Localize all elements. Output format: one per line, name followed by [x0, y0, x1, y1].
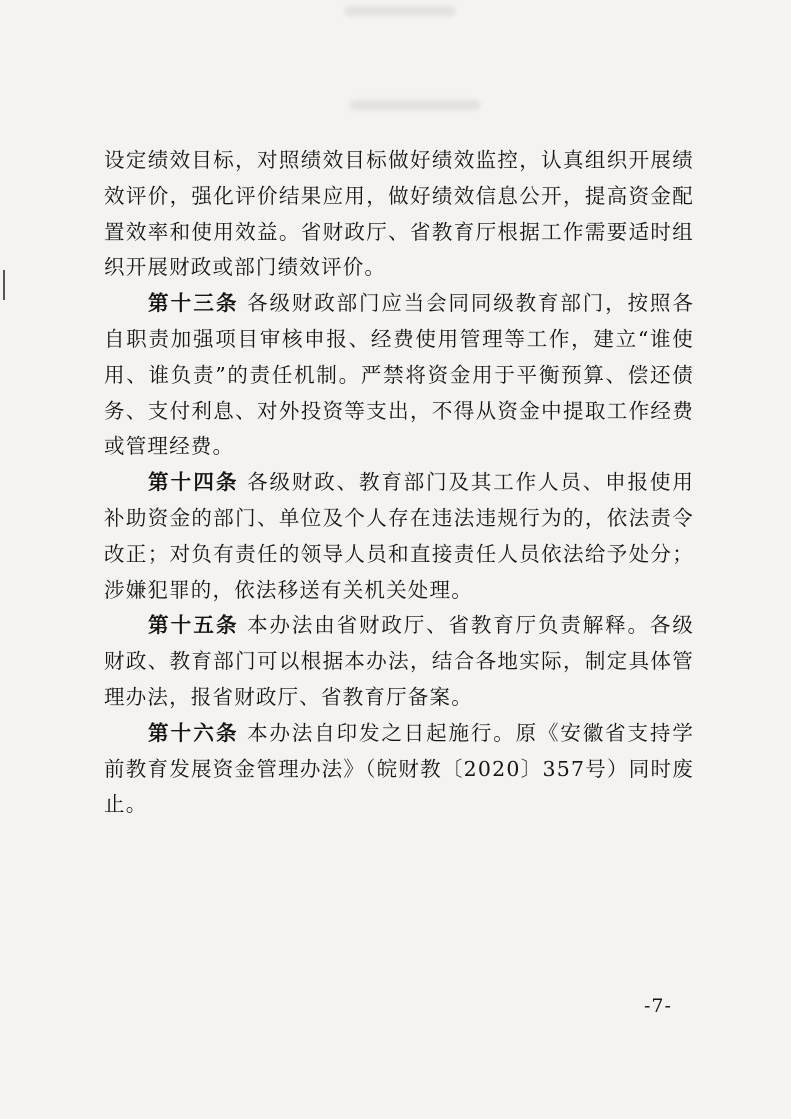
- article-14: [104, 465, 694, 608]
- show-through-artifact: [350, 100, 480, 110]
- article-text: 本办法由省财政厅、省教育厅负责解释。各级财政、教育部门可以根据本办法，结合各地实际，制定具体管理办法，报省财政厅、省教育厅备案。: [104, 613, 695, 709]
- article-heading: 第十三条: [148, 291, 239, 316]
- show-through-artifact: [345, 6, 455, 16]
- paragraph-continuation: [104, 143, 694, 286]
- article-heading: 第十五条: [148, 613, 239, 638]
- article-15: [104, 608, 694, 715]
- article-heading: 第十六条: [148, 720, 239, 745]
- body-text: [104, 143, 694, 823]
- paragraph-text: 设定绩效目标，对照绩效目标做好绩效监控，认真组织开展绩效评价，强化评价结果应用，做好绩效信息公开，提高资金配置效率和使用效益。省财政厅、省教育厅根据工作需要适时组织开展财政或部门绩效评价。: [104, 148, 694, 280]
- article-16: [104, 716, 694, 823]
- article-13: [104, 286, 694, 465]
- page-number: -7-: [644, 995, 672, 1017]
- scan-edge-mark: [3, 270, 5, 300]
- article-text: 本办法自印发之日起施行。原《安徽省支持学前教育发展资金管理办法》（皖财教〔2020〕357号）同时废止。: [104, 720, 695, 817]
- article-text: 各级财政、教育部门及其工作人员、申报使用补助资金的部门、单位及个人存在违法违规行为的，依法责令改正；对负有责任的领导人员和直接责任人员依法给予处分；涉嫌犯罪的，依法移送有关机关处理。: [104, 470, 695, 602]
- article-heading: 第十四条: [148, 470, 239, 495]
- article-text: 各级财政部门应当会同同级教育部门，按照各自职责加强项目审核申报、经费使用管理等工作，建立“谁使用、谁负责”的责任机制。严禁将资金用于平衡预算、偿还债务、支付利息、对外投资等支出，不得从资金中提取工作经费或管理经费。: [104, 291, 695, 459]
